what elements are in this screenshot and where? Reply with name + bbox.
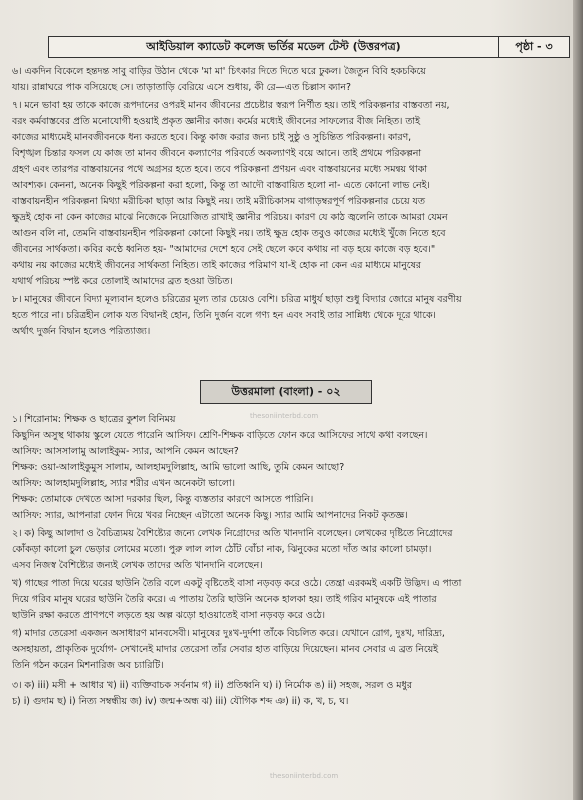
text-line: আসিফ: আসসালামু আলাইকুম- স্যার, আপনি কেমন আছেন?: [12, 446, 239, 457]
text-line: জীবনের সার্থকতা। কবির কণ্ঠে ধ্বনিত হয়- "আমাদের দেশে হবে সেই ছেলে কবে কথায় না বড় হয়ে কাজে বড় হবে।": [12, 244, 436, 255]
text-line: যায়। রান্নাঘরে পাক বসিয়েছে সে। তাড়াতাড়ি বেরিয়ে এসে শুধায়, কী রে—এত চিল্লাস ক্যান?: [12, 82, 351, 93]
text-line: আবশ্যক। কেননা, অনেক কিছুই পরিকল্পনা করা হলো, কিন্তু তা আদৌ বাস্তবায়িত হলো না- এতে কোনো লাভ নেই।: [12, 180, 430, 191]
text-line: শিক্ষক: তোমাকে দেখতে আসা দরকার ছিল, কিন্তু ব্যস্ততার কারণে আসতে পারিনি।: [12, 494, 314, 505]
text-line: কিছুদিন অসুস্থ থাকায় স্কুলে যেতে পারেনি আসিফ। শ্রেণি-শিক্ষক বাড়িতে ফোন করে আসিফের সাথে কথা বলছেন।: [12, 430, 428, 441]
text-line: অসহায়তা, প্রাকৃতিক দুর্যোগ- সেখানেই মাদার তেরেসা তাঁর সেবার হাত বাড়িয়ে দিয়েছেন। মানব সেবার এ ব্রত নিয়েই: [12, 644, 438, 655]
text-line: বিশৃঙ্খল চিন্তার ফসল যে কাজ তা মানব জীবনে কল্যাণের পরিবর্তে অকল্যাণই বয়ে আনে। তাই প্রথমে পরিকল্পনা: [12, 148, 422, 159]
text-line: ছাউনি রক্ষা করতে প্রাণপণে লড়তে হয় অল্প ঝড়ো হাওয়াতেই বাসা নড়বড় করে ওঠে।: [12, 610, 325, 621]
watermark-text: thesoniinterbd.com: [250, 412, 319, 420]
text-line: শিক্ষক: ওয়া-আলাইকুমুস সালাম, আলহামদুলিল্লাহ, আমি ভালো আছি, তুমি কেমন আছো?: [12, 462, 345, 473]
text-line: কথায় নয় কাজের মধ্যেই জীবনের সার্থকতা নিহিত। তাই কাজের পরিমাণ যা-ই হোক না কেন এর মাধ্যমে মানুষের: [12, 260, 421, 271]
text-line: ক্ষুদ্রই হোক না কেন কাজের মাঝে নিজেকে নিয়োজিত রাখাই জ্ঞানীর পরিচয়। কারণ যে কাঠ জ্বলেনি তাকে আমরা যেমন: [12, 212, 448, 223]
text-line: ১। শিরোনাম: শিক্ষক ও ছাত্রের কুশল বিনিময়: [12, 414, 176, 425]
text-line: খ) গাছের পাতা দিয়ে ঘরের ছাউনি তৈরি বলে একটু বৃষ্টিতেই বাসা নড়বড় করে ওঠে। তেন্ত্রা এরকমই একটি উদ্ভিদ। এ পাতা: [12, 578, 462, 589]
text-line: হতে পারে না। চরিত্রহীন লোক যত বিদ্বানই হোন, তিনি দুর্জন বলে গণ্য হন এবং সবাই তার সান্নিধ্য থেকে দূরে থাকে।: [12, 310, 436, 321]
text-line: এসব নিজস্ব বৈশিষ্ট্যের জন্যই লেখক তাদের অতি খানদানি বলেছেন।: [12, 560, 263, 571]
text-line: আগুন বলি না, তেমনি বাস্তবায়নহীন পরিকল্পনা কোনো কিছুই নয়। তাই ক্ষুদ্র হোক তবুও কাজের মধ্যেই খুঁজে নিতে হবে: [12, 228, 446, 239]
text-line: ৮। মানুষের জীবনে বিদ্যা মূল্যবান হলেও চরিত্রের মূল্য তার চেয়েও বেশি। চরিত্র মাধুর্য ছাড়া শুধু বিদ্যার জোরে মানুষ বরণীয়: [12, 294, 462, 305]
page-number: পৃষ্ঠা - ৩: [498, 37, 569, 57]
text-line: বাস্তবায়নহীন পরিকল্পনা মিথ্যা মরীচিকা ছাড়া আর কিছুই নয়। তাই মরীচিকাসম বাগাড়ম্বরপূর্ণ পরিকল্পনার চেয়ে যত: [12, 196, 425, 207]
text-line: কাজের মাধ্যমেই মানবজীবনকে ধন্য করতে হবে। কিন্তু কাজ করার জন্য চাই সুষ্ঠু ও সুচিন্তিত পরিকল্পনা। কারণ,: [12, 132, 412, 143]
text-line: ৭। মনে ভাবা হয় তাকে কাজে রূপদানের ওপরই মানব জীবনের প্রচেষ্টার স্বরূপ নির্ণীত হয়। তাই পরিকল্পনার বাস্তবতা নয়,: [12, 100, 450, 111]
text-line: গ্রহণ এবং তারপর বাস্তবায়নের পথে অগ্রসর হতে হবে। তবে পরিকল্পনা প্রণয়ন এবং বাস্তবায়নের মধ্যে সমন্বয় থাকা: [12, 164, 427, 175]
text-line: তিনি গঠন করেন মিশনারিজ অব চ্যারিটি।: [12, 660, 164, 671]
text-line: আসিফ: আলহামদুলিল্লাহ, স্যার শরীর এখন অনেকটা ভালো।: [12, 478, 235, 489]
text-line: ৩। ক) iii) মসী + আধার খ) ii) ব্যক্তিবাচক সর্বনাম গ) ii) প্রতিধ্বনি ঘ) i) নির্মোক ঙ) ii) সহজ, সরল ও মধুর: [12, 680, 412, 691]
text-line: যথার্থ পরিচয় স্পষ্ট করে তোলাই আমাদের ব্রত হওয়া উচিত।: [12, 276, 233, 287]
text-line: গ) মাদার তেরেসা একজন অসাধারণ মানবসেবী। মানুষের দুঃখ-দুর্দশা তাঁকে বিচলিত করে। যেখানে রোগ, দুঃখ, দারিদ্র্য,: [12, 628, 445, 639]
text-line: কোঁকড়া কালো চুল ভেড়ার লোমের মতো। পুরু লাল লাল ঠোঁট বোঁচা নাক, ঝিনুকের মতো দাঁত আর কালো চামড়া।: [12, 544, 432, 555]
page-header: [48, 36, 570, 58]
section-heading: উত্তরমালা (বাংলা) - ০২: [200, 380, 372, 404]
text-line: বরং কর্মবাস্তবের প্রতি মনোযোগী হওয়াই প্রকৃত জ্ঞানীর কাজ। কর্মের মধ্যেই জীবনের সাফল্যের বীজ নিহিত। তাই: [12, 116, 421, 127]
text-line: আসিফ: স্যার, আপনারা ফোন দিয়ে খবর নিচ্ছেন এটাতো অনেক কিছু। স্যার আমি আপনাদের নিকট কৃতজ্ঞ।: [12, 510, 408, 521]
page-edge: [573, 0, 583, 800]
text-line: অর্থাৎ দুর্জন বিদ্বান হলেও পরিত্যাজ্য।: [12, 326, 151, 337]
text-line: ২। ক) কিছু আলাদা ও বৈচিত্র্যময় বৈশিষ্ট্যের জন্যে লেখক নিগ্রোদের অতি খানদানি বলেছেন। লেখকের দৃষ্টিতে নিগ্রোদের: [12, 528, 453, 539]
watermark-text-bottom: thesoniinterbd.com: [270, 772, 339, 780]
header-title: আইডিয়াল ক্যাডেট কলেজ ভর্তির মডেল টেস্ট (উত্তরপত্র): [146, 39, 401, 53]
text-line: ৬। একদিন বিকেলে হন্তদন্ত সাবু বাড়ির উঠান থেকে 'মা মা' চিৎকার দিতে দিতে ঘরে ঢুকল। জৈতুন বিবি হকচকিয়ে: [12, 66, 426, 77]
text-line: দিয়ে গরিব মানুষ ঘরের ছাউনি তৈরি করে। এ পাতায় তৈরি ছাউনি অনেক হালকা হয়। তাই গরিব মানুষকে এই পাতার: [12, 594, 437, 605]
text-line: চ) i) গুদাম ছ) i) নিত্য সম্বন্ধীয় জ) iv) জন্ম+অন্ধ ঝ) iii) যৌগিক শব্দ ঞ) ii) ক, খ, চ, ঘ।: [12, 696, 349, 707]
